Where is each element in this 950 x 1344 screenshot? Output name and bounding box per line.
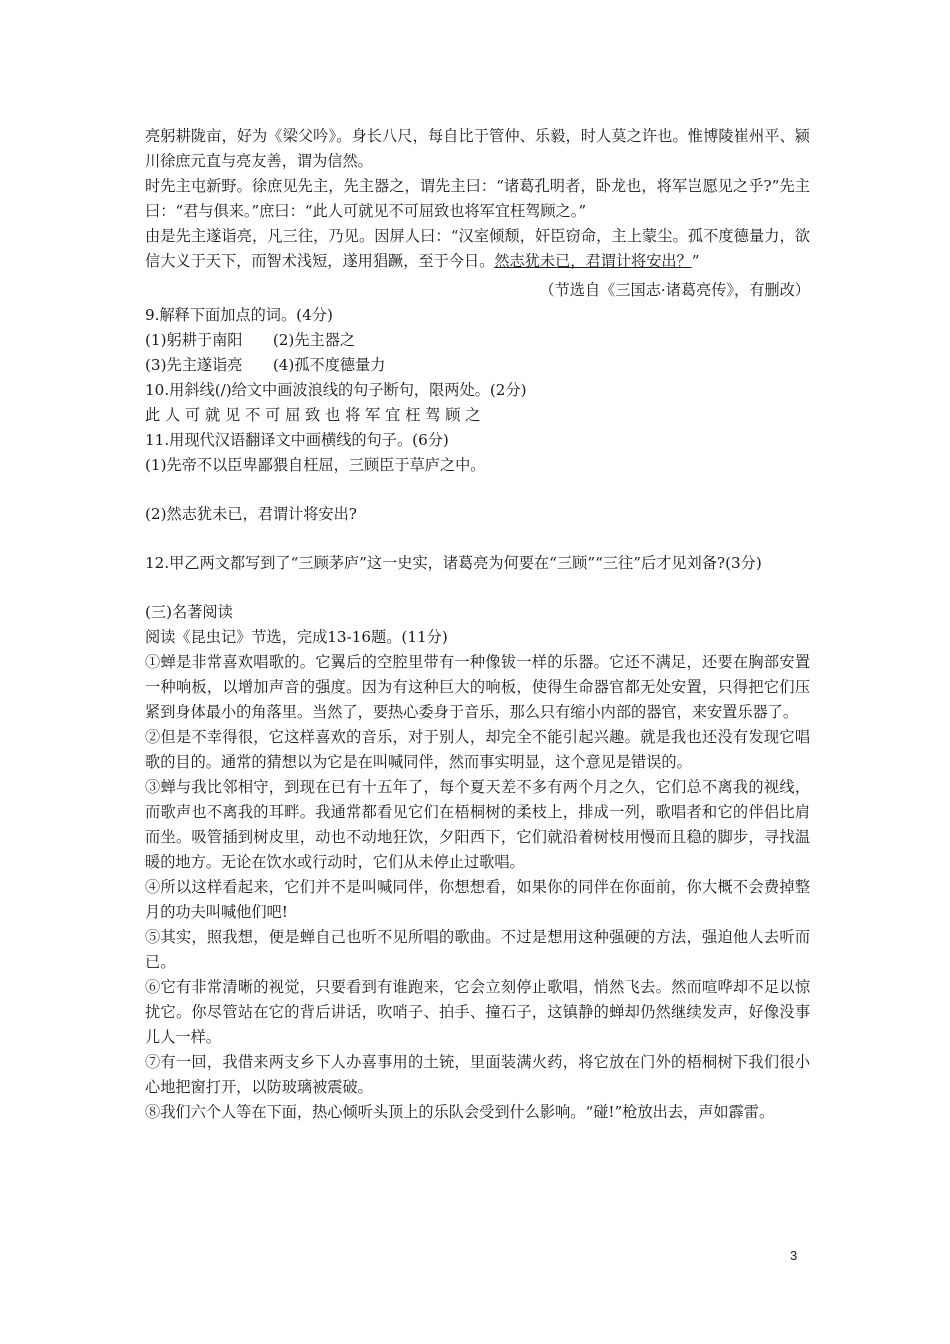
reading-paragraph-5: ⑤其实，照我想，便是蝉自己也听不见所唱的歌曲。不过是想用这种强硬的方法，强迫他人去听而已。 <box>145 928 810 971</box>
answer-space <box>145 527 810 551</box>
section-3-intro: 阅读《昆虫记》节选，完成13-16题。(11分) <box>145 628 448 646</box>
question-9-title: 9.解释下面加点的词。(4分) <box>145 306 333 324</box>
question-11-item-2: (2)然志犹未已，君谓计将安出? <box>145 505 357 523</box>
question-9-line-1: (1)躬耕于南阳 (2)先主器之 <box>145 331 356 349</box>
passage-paragraph-1: 亮躬耕陇亩，好为《梁父吟》。身长八尺，每自比于管仲、乐毅，时人莫之许也。惟博陵崔州平、颍川徐庶元直与亮友善，谓为信然。 <box>145 127 810 170</box>
page-number: 3 <box>790 1248 798 1263</box>
reading-paragraph-8: ⑧我们六个人等在下面，热心倾听头顶上的乐队会受到什么影响。“碰!”枪放出去，声如霹雷。 <box>145 1103 775 1121</box>
passage-paragraph-3 <box>145 224 810 274</box>
answer-space <box>145 576 810 600</box>
question-10-title: 10.用斜线(/)给文中画波浪线的句子断句，限两处。(2分) <box>145 381 527 399</box>
question-9-line-2: (3)先主遂诣亮 (4)孤不度德量力 <box>145 356 386 374</box>
passage-paragraph-3-text: 由是先主遂诣亮，凡三往，乃见。因屏人曰：“汉室倾颓，奸臣窃命，主上蒙尘。孤不度德量力，欲信大义于天下，而智术浅短，遂用猖蹶，至于今日。 <box>145 227 810 270</box>
question-11-item-1: (1)先帝不以臣卑鄙猥自枉屈，三顾臣于草庐之中。 <box>145 456 486 474</box>
section-3-heading: (三)名著阅读 <box>145 603 233 621</box>
closing-quote: ” <box>691 252 700 270</box>
question-11-title: 11.用现代汉语翻译文中画横线的句子。(6分) <box>145 431 449 449</box>
reading-paragraph-3: ③蝉与我比邻相守，到现在已有十五年了，每个夏天差不多有两个月之久，它们总不离我的视线，而歌声也不离我的耳畔。我通常都看见它们在梧桐树的柔枝上，排成一列，歌唱者和它的伴侣比肩而坐。吸管插到树皮里，动也不动地狂饮，夕阳西下，它们就沿着树枝用慢而且稳的脚步，寻找温暖的地方。无论在饮水或行动时，它们从未停止过歌唱。 <box>145 778 810 871</box>
question-10-sentence: 此 人 可 就 见 不 可 屈 致 也 将 军 宜 枉 驾 顾 之 <box>145 406 481 424</box>
reading-paragraph-7: ⑦有一回，我借来两支乡下人办喜事用的土铳，里面装满火药，将它放在门外的梧桐树下我们很小心地把窗打开，以防玻璃被震破。 <box>145 1053 810 1096</box>
passage-paragraph-2: 时先主屯新野。徐庶见先主，先主器之，谓先主曰：“诸葛孔明者，卧龙也，将军岂愿见之乎?”先主曰：“君与俱来。”庶曰：“此人可就见不可屈致也将军宜枉驾顾之。” <box>145 177 810 220</box>
underlined-sentence: 然志犹未已，君谓计将安出？ <box>494 252 692 270</box>
source-citation: （节选自《三国志·诸葛亮传》，有删改） <box>539 281 810 299</box>
answer-space <box>145 478 810 502</box>
reading-paragraph-6: ⑥它有非常清晰的视觉，只要看到有谁跑来，它会立刻停止歌唱，悄然飞去。然而喧哗却不足以惊扰它。你尽管站在它的背后讲话，吹哨子、拍手、撞石子，这镇静的蝉却仍然继续发声，好像没事儿人一样。 <box>145 978 810 1046</box>
reading-paragraph-4: ④所以这样看起来，它们并不是叫喊同伴，你想想看，如果你的同伴在你面前，你大概不会费掉整月的功夫叫喊他们吧! <box>145 878 810 921</box>
reading-paragraph-2: ②但是不幸得很，它这样喜欢的音乐，对于别人，却完全不能引起兴趣。就是我也还没有发现它唱歌的目的。通常的猜想以为它是在叫喊同伴，然而事实明显，这个意见是错误的。 <box>145 728 810 771</box>
question-12: 12.甲乙两文都写到了“三顾茅庐”这一史实，诸葛亮为何要在“三顾”“三往”后才见刘备?(3分) <box>145 554 762 572</box>
reading-paragraph-1: ①蝉是非常喜欢唱歌的。它翼后的空腔里带有一种像钹一样的乐器。它还不满足，还要在胸部安置一种响板，以增加声音的强度。因为有这种巨大的响板，使得生命器官都无处安置，只得把它们压紧到身体最小的角落里。当然了，要热心委身于音乐，那么只有缩小内部的器官，来安置乐器了。 <box>145 653 810 721</box>
document-page <box>145 124 810 1125</box>
